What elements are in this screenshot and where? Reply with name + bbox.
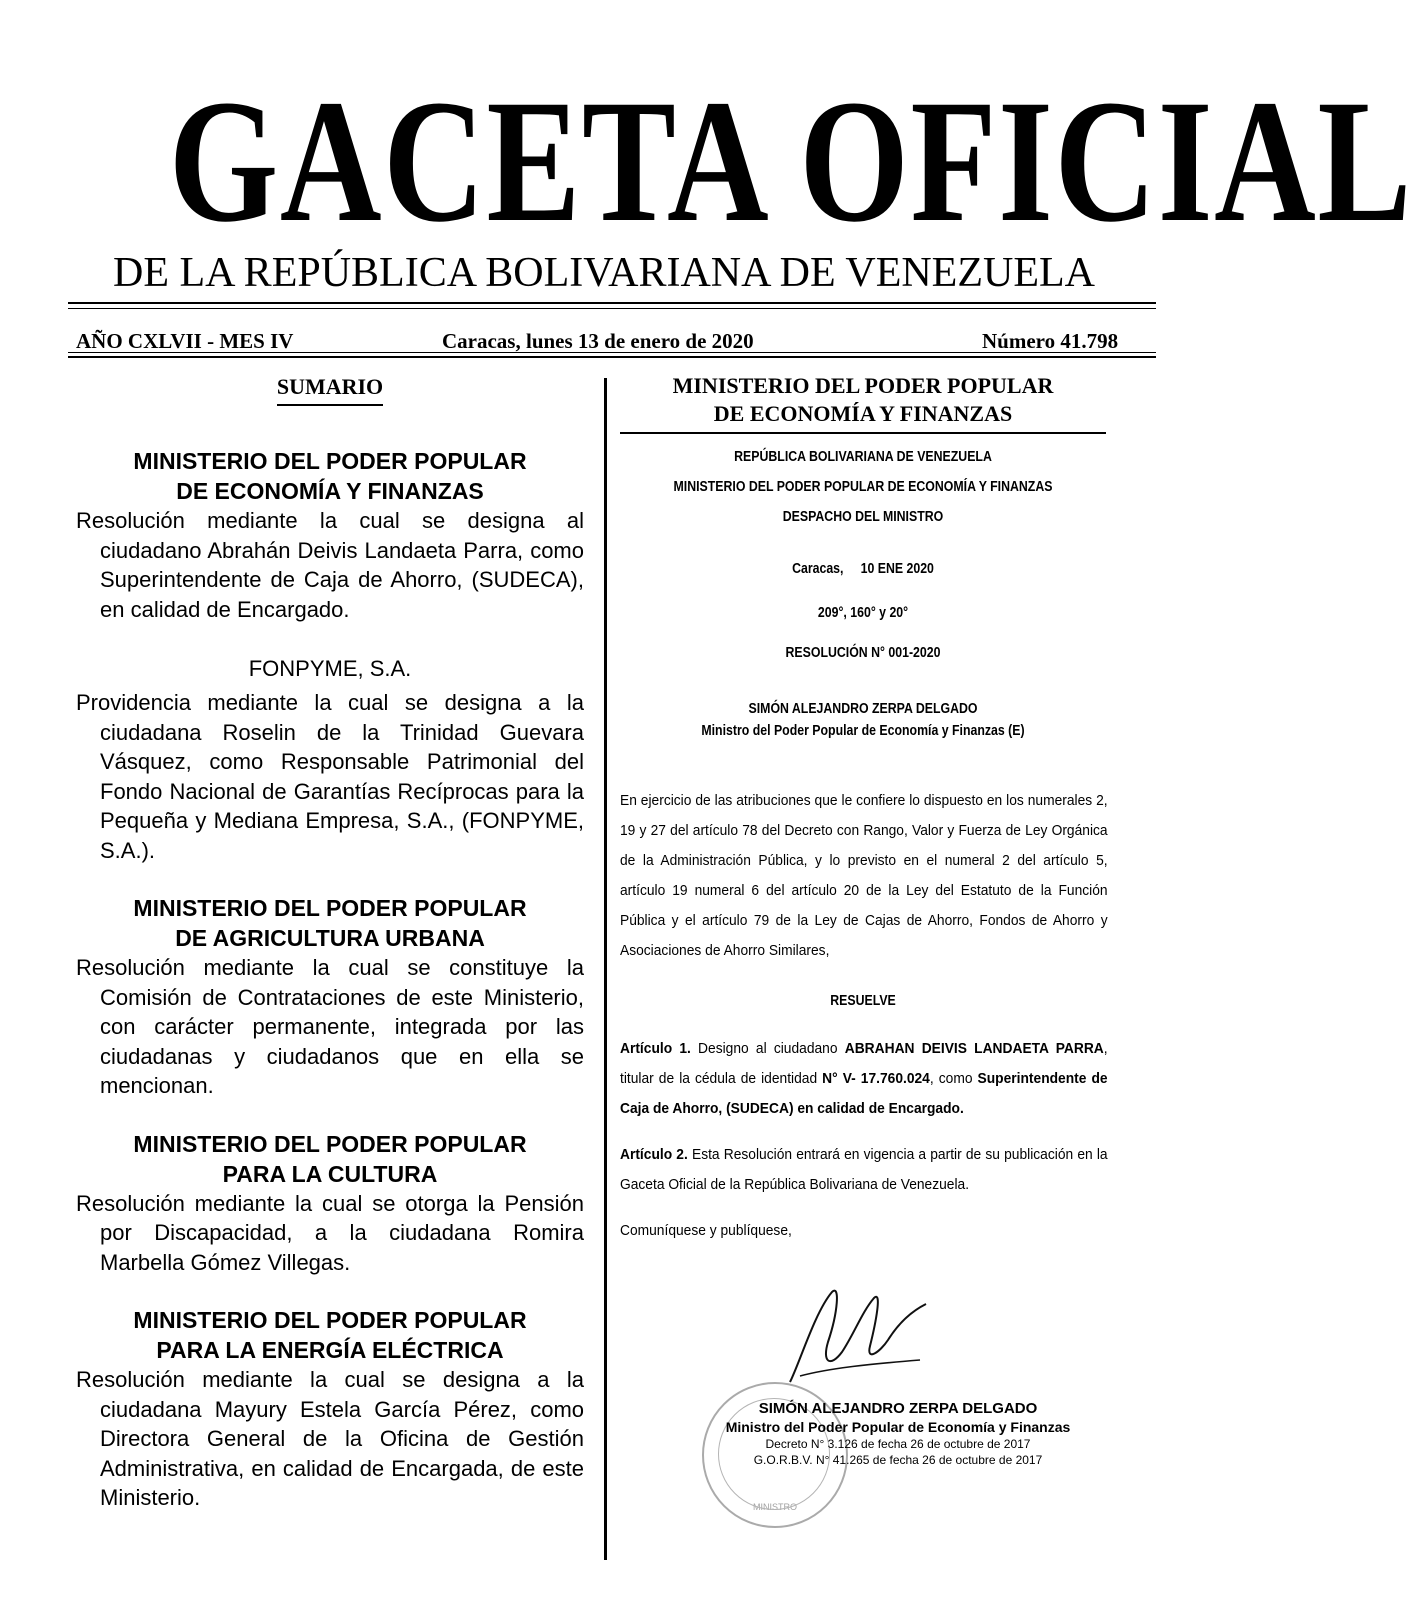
ministry-heading: DE AGRICULTURA URBANA [175, 925, 485, 951]
article-2 [620, 1140, 1108, 1200]
signatory-decree: Decreto N° 3.126 de fecha 26 de octubre de 2017 [765, 1437, 1031, 1451]
article-1-text: , como [929, 1070, 978, 1087]
dateline-rule-top [68, 352, 1156, 353]
signatory-gazette: G.O.R.B.V. N° 41.265 de fecha 26 de octubre de 2017 [753, 1453, 1043, 1467]
dateline-date: Caracas, lunes 13 de enero de 2020 [442, 329, 754, 353]
dateline-rule-bottom [68, 356, 1156, 358]
article-1 [620, 1034, 1108, 1124]
republic-line: REPÚBLICA BOLIVARIANA DE VENEZUELA [734, 449, 992, 465]
summary-entry: Resolución mediante la cual se designa a la ciudadana Mayury Estela García Pérez, como Directora General de la Oficina de Gestión Administrativa, en calidad de Encargada, de este Ministerio. [76, 1367, 584, 1510]
closing-line: Comuníquese y publíquese, [620, 1222, 792, 1239]
appointee-name: ABRAHAN DEIVIS LANDAETA PARRA [844, 1040, 1104, 1057]
seal-text: MINISTRO [753, 1502, 797, 1512]
years-line: 209°, 160° y 20° [817, 605, 909, 621]
dateline-number: Número 41.798 [982, 329, 1119, 353]
ministry-heading: MINISTERIO DEL PODER POPULAR [133, 1130, 527, 1157]
article-2-label: Artículo 2. [620, 1146, 688, 1163]
minister-name: SIMÓN ALEJANDRO ZERPA DELGADO [748, 701, 978, 717]
signature-area [620, 1272, 1106, 1512]
dateline-year-month: AÑO CXLVII - MES IV [76, 329, 294, 353]
ministry-heading: PARA LA CULTURA [222, 1160, 438, 1187]
place: Caracas, [792, 561, 844, 577]
ministry-heading: MINISTERIO DEL PODER POPULAR [133, 448, 527, 474]
signatory-name: SIMÓN ALEJANDRO ZERPA DELGADO [758, 1400, 1038, 1417]
resolution-header-rule [620, 432, 1106, 434]
resolution-column [620, 372, 1108, 1512]
ministry-heading: MINISTERIO DEL PODER POPULAR [133, 1307, 527, 1333]
resolution-preamble: En ejercicio de las atribuciones que le confiere lo dispuesto en los numerales 2, 19 y 27 del artículo 78 del Decreto con Rango, Valor y Fuerza de Ley Orgánica de la Administración Pública, y lo previsto en el numeral 2 del artículo 5, artículo 19 numeral 6 del artículo 20 de la Ley del Estatuto de la Función Pública y el artículo 79 de la Ley de Cajas de Ahorro, Fondos de Ahorro y Asociaciones de Ahorro Similares, [620, 792, 1108, 959]
signature-block [660, 1400, 1136, 1468]
ministry-heading: PARA LA ENERGÍA ELÉCTRICA [156, 1337, 504, 1363]
signatory-title: Ministro del Poder Popular de Economía y Finanzas [725, 1419, 1071, 1435]
article-1-text: , titular de la cédula de identidad [620, 1040, 1108, 1087]
resolution-number: RESOLUCIÓN N° 001-2020 [785, 645, 941, 661]
summary-section-economia [76, 446, 584, 624]
summary-section-agricultura [76, 893, 584, 1101]
minister-title: Ministro del Poder Popular de Economía y Finanzas (E) [701, 723, 1025, 739]
ministry-heading: DE ECONOMÍA Y FINANZAS [176, 478, 484, 504]
summary-section-energia [76, 1305, 584, 1513]
office-line: DESPACHO DEL MINISTRO [782, 509, 944, 525]
appointee-role: Superintendente de Caja de Ahorro, (SUDECA) en calidad de Encargado. [620, 1070, 1108, 1117]
gazette-masthead-title: GACETA OFICIAL [168, 64, 1413, 259]
summary-entry: Providencia mediante la cual se designa a la ciudadana Roselin de la Trinidad Guevara Vásquez, como Responsable Patrimonial del Fondo Nacional de Garantías Recíprocas para la Pequeña y Mediana Empresa, S.A., (FONPYME, S.A.). [76, 690, 584, 863]
resuelve-heading: RESUELVE [830, 993, 896, 1009]
resolution-date: 10 ENE 2020 [860, 561, 934, 577]
article-1-label: Artículo 1. [620, 1040, 691, 1057]
masthead-rule-bottom [68, 308, 1156, 309]
column-divider [604, 378, 607, 1560]
article-1-text: Designo al ciudadano [690, 1040, 845, 1057]
resolution-ministry-header: MINISTERIO DEL PODER POPULAR [672, 373, 1054, 398]
resolution-ministry-header: DE ECONOMÍA Y FINANZAS [713, 401, 1013, 426]
summary-heading: SUMARIO [76, 372, 584, 406]
summary-entry: Resolución mediante la cual se otorga la Pensión por Discapacidad, a la ciudadana Romira Marbella Gómez Villegas. [76, 1190, 584, 1275]
gazette-masthead-subtitle: DE LA REPÚBLICA BOLIVARIANA DE VENEZUELA [113, 250, 1095, 296]
entity-heading: FONPYME, S.A. [248, 656, 412, 681]
article-2-text: Esta Resolución entrará en vigencia a partir de su publicación en la Gaceta Oficial de la República Bolivariana de Venezuela. [620, 1146, 1108, 1193]
masthead-rule-top [68, 302, 1156, 304]
place-date-line [656, 554, 1069, 584]
handwritten-signature-icon [770, 1272, 950, 1402]
summary-section-fonpyme [76, 654, 584, 865]
ministry-line: MINISTERIO DEL PODER POPULAR DE ECONOMÍA Y FINANZAS [673, 479, 1053, 495]
summary-section-cultura [76, 1129, 584, 1278]
summary-entry: Resolución mediante la cual se designa al ciudadano Abrahán Deivis Landaeta Parra, como Superintendente de Caja de Ahorro, (SUDECA), en calidad de Encargado. [76, 508, 584, 622]
summary-entry: Resolución mediante la cual se constituye la Comisión de Contrataciones de este Ministerio, con carácter permanente, integrada por las ciudadanas y ciudadanos que en ella se mencionan. [76, 955, 584, 1098]
ministry-heading: MINISTERIO DEL PODER POPULAR [133, 895, 527, 921]
appointee-id: N° V- 17.760.024 [822, 1070, 930, 1087]
summary-column [76, 372, 584, 1513]
